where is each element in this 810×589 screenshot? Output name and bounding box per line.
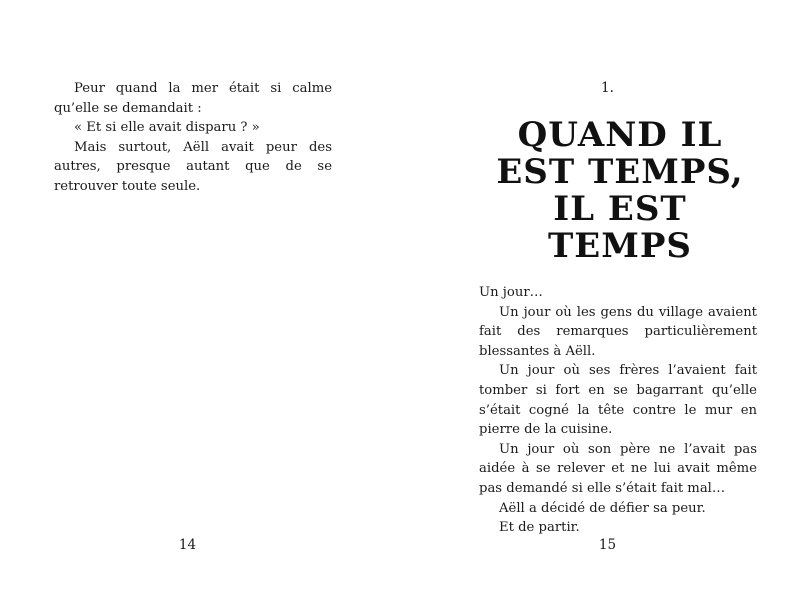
paragraph: Un jour où les gens du village avaient fait des remarques particulièrement blessantes à Aëll. bbox=[479, 304, 757, 359]
paragraph: Aëll a décidé de défier sa peur. bbox=[499, 500, 706, 516]
right-page-text bbox=[479, 283, 757, 538]
left-page-text bbox=[54, 79, 332, 197]
paragraph: Un jour… bbox=[479, 285, 543, 300]
paragraph: « Et si elle avait disparu ? » bbox=[74, 120, 260, 136]
paragraph: Peur quand la mer était si calme qu’elle se demandait : bbox=[54, 81, 332, 116]
page-number-left: 14 bbox=[178, 537, 197, 553]
paragraph: Un jour où ses frères l’avaient fait tomber si fort en se bagarrant qu’elle s’était cogné la tête contre le mur en pierre de la cuisine. bbox=[479, 363, 757, 438]
chapter-number: 1. bbox=[601, 80, 614, 96]
paragraph: Mais surtout, Aëll avait peur des autres, presque autant que de se retrouver toute seule. bbox=[54, 139, 332, 194]
chapter-title: QUAND IL EST TEMPS, IL EST TEMPS bbox=[496, 115, 744, 266]
paragraph: Un jour où son père ne l’avait pas aidée à se relever et ne lui avait même pas demandé si elle s’était fait mal… bbox=[479, 441, 757, 496]
paragraph: Et de partir. bbox=[499, 520, 580, 536]
right-page bbox=[405, 0, 810, 589]
page-number-right: 15 bbox=[598, 537, 617, 553]
